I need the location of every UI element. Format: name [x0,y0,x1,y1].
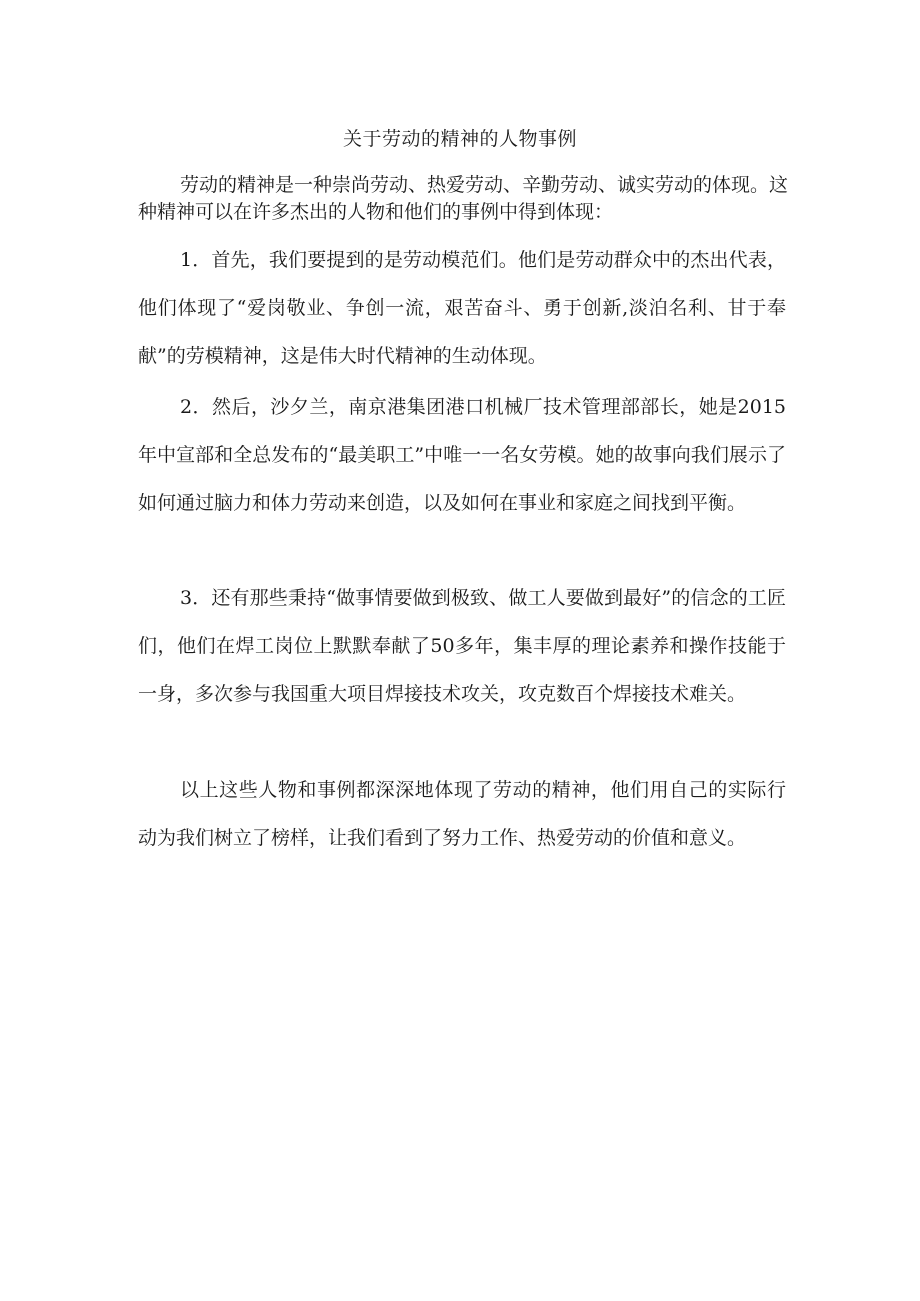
document-title: 关于劳动的精神的人物事例 [342,128,577,150]
paragraph-4: 以上这些人物和事例都深深地体现了劳动的精神，他们用自己的实际行动为我们树立了榜样，让我们看到了努力工作、热爱劳动的价值和意义。 [138,779,786,849]
paragraph-1: 1．首先，我们要提到的是劳动模范们。他们是劳动群众中的杰出代表，他们体现了“爱岗敬业、争创一流，艰苦奋斗、勇于创新,淡泊名利、甘于奉献”的劳模精神，这是伟大时代精神的生动体现。 [138,249,786,367]
paragraph-2: 2．然后，沙夕兰，南京港集团港口机械厂技术管理部部长，她是2015年中宣部和全总发布的“最美职工”中唯一一名女劳模。她的故事向我们展示了如何通过脑力和体力劳动来创造，以及如何在事业和家庭之间找到平衡。 [138,396,786,514]
paragraph-3: 3．还有那些秉持“做事情要做到极致、做工人要做到最好”的信念的工匠们，他们在焊工岗位上默默奉献了50多年，集丰厚的理论素养和操作技能于一身，多次参与我国重大项目焊接技术攻关，攻克数百个焊接技术难关。 [138,587,786,705]
intro-paragraph: 劳动的精神是一种崇尚劳动、热爱劳动、辛勤劳动、诚实劳动的体现。这种精神可以在许多杰出的人物和他们的事例中得到体现： [138,174,789,223]
